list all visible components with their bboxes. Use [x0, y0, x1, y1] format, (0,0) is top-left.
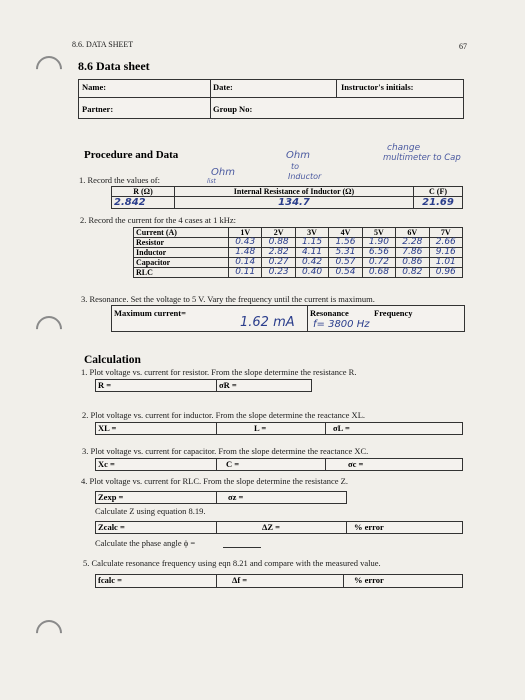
- question-5: 5. Calculate resonance frequency using eqn 8.21 and compare with the measured value.: [83, 558, 381, 568]
- current-cell[interactable]: 2.28: [396, 238, 429, 248]
- binder-hole: [31, 311, 68, 348]
- phase-answer-line[interactable]: [223, 547, 261, 548]
- delta-f-label: Δf =: [232, 575, 248, 585]
- question-1: 1. Plot voltage vs. current for resistor. From the slope determine the resistance R.: [81, 367, 357, 377]
- zexp-answer-box[interactable]: [95, 491, 347, 504]
- xl-label: XL =: [98, 423, 117, 433]
- current-cell[interactable]: 0.82: [396, 268, 429, 278]
- table-row: [134, 238, 463, 248]
- capacitor-answer-box[interactable]: [95, 458, 463, 471]
- current-cell[interactable]: 2.82: [262, 248, 295, 258]
- handwritten-c-value: 21.69: [422, 197, 454, 208]
- group-number-field[interactable]: Group No:: [213, 104, 253, 114]
- resonance-label: Resonance: [310, 308, 349, 318]
- current-cell[interactable]: 4.11: [295, 248, 328, 258]
- capacitance-cell[interactable]: [414, 197, 463, 209]
- current-cell[interactable]: 0.88: [262, 238, 295, 248]
- sigma-r-label: σR =: [219, 380, 237, 390]
- row-label: Capacitor: [134, 258, 229, 268]
- current-table-header-row: [134, 228, 463, 238]
- current-cell[interactable]: 6.56: [362, 248, 395, 258]
- current-cell[interactable]: 1.01: [429, 258, 462, 268]
- l-label: L =: [254, 423, 267, 433]
- current-cell[interactable]: 0.54: [329, 268, 362, 278]
- r-value-cell[interactable]: [112, 197, 175, 209]
- current-cell[interactable]: 0.27: [262, 258, 295, 268]
- sigma-l-label: σL =: [333, 423, 350, 433]
- voltage-header: 7V: [429, 228, 462, 238]
- current-cell[interactable]: 7.86: [396, 248, 429, 258]
- max-current-value[interactable]: 1.62 mA: [240, 315, 295, 330]
- step-2-text: 2. Record the current for the 4 cases at 1 kHz:: [80, 215, 237, 225]
- r-label: R =: [98, 380, 112, 390]
- current-cell[interactable]: 0.96: [429, 268, 462, 278]
- calculate-phase-text: Calculate the phase angle ϕ =: [95, 538, 196, 548]
- zexp-label: Zexp =: [98, 492, 124, 502]
- current-cell[interactable]: 5.31: [329, 248, 362, 258]
- zcalc-label: Zcalc =: [98, 522, 125, 532]
- delta-z-label: ΔZ =: [262, 522, 280, 532]
- values-table: [111, 186, 463, 209]
- inductor-resistance-cell[interactable]: [175, 197, 414, 209]
- binder-hole: [31, 51, 68, 88]
- sigma-c-label: σc =: [348, 459, 364, 469]
- handwritten-note: change: [387, 143, 421, 153]
- question-2: 2. Plot voltage vs. current for inductor. From the slope determine the reactance XL.: [82, 410, 366, 420]
- name-field[interactable]: Name:: [82, 82, 107, 92]
- current-cell[interactable]: 1.56: [329, 238, 362, 248]
- c-label: C =: [226, 459, 240, 469]
- current-table: [133, 227, 463, 278]
- current-cell[interactable]: 0.68: [362, 268, 395, 278]
- current-cell[interactable]: 2.66: [429, 238, 462, 248]
- handwritten-note: to: [291, 162, 300, 171]
- current-cell[interactable]: 1.48: [229, 248, 262, 258]
- fcalc-answer-box[interactable]: [95, 574, 463, 588]
- handwritten-note: Ohm: [286, 150, 310, 161]
- current-cell[interactable]: 1.15: [295, 238, 328, 248]
- resistance-answer-box[interactable]: [95, 379, 312, 392]
- current-cell[interactable]: 0.23: [262, 268, 295, 278]
- handwritten-note: Ohm: [211, 167, 235, 178]
- resonance-frequency-value[interactable]: f= 3800 Hz: [313, 319, 370, 330]
- voltage-header: 6V: [396, 228, 429, 238]
- handwritten-inductor-value: 134.7: [278, 197, 310, 208]
- step-3-text: 3. Resonance. Set the voltage to 5 V. Vary the frequency until the current is maximum.: [81, 294, 375, 304]
- voltage-header: 3V: [295, 228, 328, 238]
- current-cell[interactable]: 0.14: [229, 258, 262, 268]
- fcalc-label: fcalc =: [98, 575, 122, 585]
- question-3: 3. Plot voltage vs. current for capacitor. From the slope determine the reactance XC.: [82, 446, 369, 456]
- sigma-z-label: σz =: [228, 492, 244, 502]
- question-4: 4. Plot voltage vs. current for RLC. From the slope determine the resistance Z.: [81, 476, 348, 486]
- voltage-header: 1V: [229, 228, 262, 238]
- handwritten-note: list: [207, 178, 216, 185]
- current-header: Current (A): [134, 228, 229, 238]
- handwritten-note: Inductor: [288, 172, 322, 181]
- handwritten-note: multimeter to Cap: [383, 153, 461, 163]
- current-cell[interactable]: 0.57: [329, 258, 362, 268]
- capacitance-header: C (F): [414, 187, 463, 197]
- instructor-initials-field[interactable]: Instructor's initials:: [341, 82, 414, 92]
- current-cell[interactable]: 9.16: [429, 248, 462, 258]
- step-1-text: 1. Record the values of:: [79, 175, 160, 185]
- voltage-header: 2V: [262, 228, 295, 238]
- frequency-label: Frequency: [374, 308, 413, 318]
- partner-field[interactable]: Partner:: [82, 104, 114, 114]
- date-field[interactable]: Date:: [213, 82, 233, 92]
- calculate-z-text: Calculate Z using equation 8.19.: [95, 506, 206, 516]
- voltage-header: 5V: [362, 228, 395, 238]
- page-number: 67: [459, 42, 467, 51]
- table-row: [134, 268, 463, 278]
- current-cell[interactable]: 0.40: [295, 268, 328, 278]
- percent-error-label: % error: [354, 522, 384, 532]
- calculation-heading: Calculation: [84, 354, 141, 366]
- r-header: R (Ω): [112, 187, 175, 197]
- row-label: RLC: [134, 268, 229, 278]
- row-label: Resistor: [134, 238, 229, 248]
- percent-error-label-2: % error: [354, 575, 384, 585]
- inductor-answer-box[interactable]: [95, 422, 463, 435]
- current-cell[interactable]: 0.11: [229, 268, 262, 278]
- table-row: [134, 248, 463, 258]
- inductor-resistance-header: Internal Resistance of Inductor (Ω): [175, 187, 414, 197]
- row-label: Inductor: [134, 248, 229, 258]
- procedure-heading: Procedure and Data: [84, 149, 179, 161]
- current-cell[interactable]: 0.42: [295, 258, 328, 268]
- handwritten-r-value: 2.842: [114, 197, 146, 208]
- current-cell[interactable]: 0.86: [396, 258, 429, 268]
- page-title: 8.6 Data sheet: [78, 59, 150, 73]
- current-cell[interactable]: 0.72: [362, 258, 395, 268]
- xc-label: Xc =: [98, 459, 115, 469]
- table-row: [134, 258, 463, 268]
- voltage-header: 4V: [329, 228, 362, 238]
- binder-hole: [31, 615, 68, 652]
- running-header: 8.6. DATA SHEET: [72, 40, 134, 49]
- max-current-label: Maximum current=: [114, 308, 186, 318]
- current-cell[interactable]: 1.90: [362, 238, 395, 248]
- current-cell[interactable]: 0.43: [229, 238, 262, 248]
